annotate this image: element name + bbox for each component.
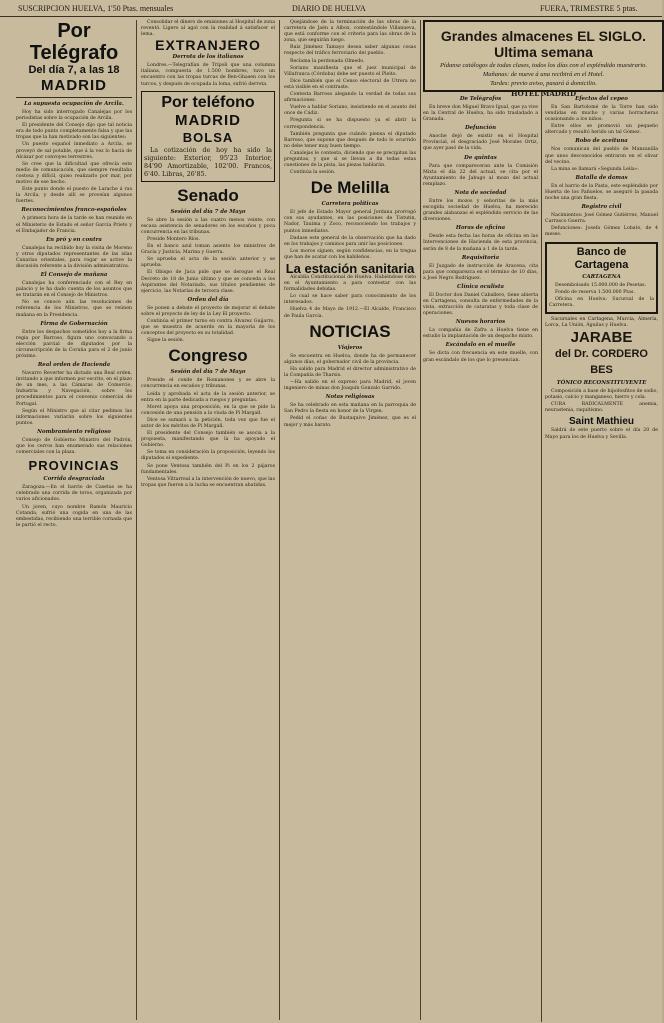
jarabe-title: JARABE: [570, 329, 633, 347]
column-5: Efectos del cepeo En San Bartolomé de la Torre han sido vendidas en mucho y varias borracheras ocasionando a los niños. Entre ellos se promovió un pequeño altercado y resultó herido un tal Gómez. Robo de aceituna Nos comunican del pueblo de Manzanilla que unos desconocidos entraron en el olivar del vecino. La mina se llamará «Segunda Leila». Batalla de damas En el barrio de la Pasta, este espléndido por Huerta de los Pañuelos, se aseguró la pasada noche una gran fiesta. Registro civil Nacimientos: José Gómez Gutiérrez, Manuel Carrasco Guerra. Defunciones: Josefa Gómez Lobato, de 4 meses. Banco de Cartagena CARTAGENA Desembolsado 15.000.000 de Pesetas. Fondo de reserva 1.500.000 Ptas. Oficina en Huelva: Sucursal de la Carretera. Sucursales en Cartagena, Murcia, Almería, Lorca, La Unión, Águilas y Huelva. JARABE del Dr. CORDERO BES TÓNICO RECONSTITUYENTE Composición a base de hipofosfitos de sodio, potasio, calcio y manganeso, hierro y cola. CURA RADICALMENTE anemia, neurastenia, raquitismo. Saint Mathieu Saldrá de este puerto sobre el día 20 de Mayo para los de Huelva y Sevilla.: [545, 96, 658, 440]
section-title: PROVINCIAS: [28, 458, 120, 474]
ad-line: Tardes: previo aviso, pasará á domicilio.: [490, 80, 597, 87]
bank-title: Banco de Cartagena: [574, 245, 629, 271]
subheading: Horas de oficina: [455, 225, 506, 232]
bolsa-title: BOLSA: [182, 129, 234, 145]
subheading: Sesión del día 7 de Mayo: [170, 369, 246, 376]
subheading: Efectos del cepeo: [575, 96, 628, 102]
department-store-ad: [423, 20, 664, 98]
subheading: Reconocimientos franco-españoles: [21, 207, 127, 214]
ad-title: Grandes almacenes EL SIGLO. Ultima semana: [440, 28, 647, 60]
section-title: Senado: [177, 185, 239, 205]
ad-line: Pídanse catálogos de todas clases, todos los días con el expléndido muestrario.: [439, 62, 648, 69]
subheading: Orden del día: [187, 296, 229, 303]
section-title: Por teléfono: [161, 93, 255, 111]
subheading: Nuevos horarios: [455, 319, 506, 326]
jarabe-subtitle: del Dr. CORDERO BES: [555, 348, 648, 377]
subheading: La supuesta ocupación de Arcila.: [24, 101, 124, 107]
subscription-outside: FUERA, TRIMESTRE 5 ptas.: [540, 4, 638, 13]
section-title: Por Telégrafo: [29, 20, 119, 64]
subheading: Registro civil: [581, 204, 622, 211]
subheading: Corrida desgraciada: [43, 476, 105, 483]
ship-name: Saint Mathieu: [568, 416, 634, 428]
subscription-local: SUSCRIPCION HUELVA, 1'50 Ptas. mensuales: [18, 4, 174, 13]
subheading: Clínica oculista: [457, 283, 504, 290]
section-title: La estación sanitaria: [285, 261, 415, 276]
subheading: Viajeros: [337, 344, 363, 351]
subheading: El Consejo de mañana: [40, 272, 108, 279]
column-2: Consolidar el dinero de emisiones al Hospital de zona reventó. Ligero al agol con la realidad á satisfacer el lema. EXTRANJERO Derrota de los italianos Londres.—Telegrafían de Trípoli que una columna italiana, compuesta de 1.500 hombres, tuvo un encuentro con las tropas turcas de Ben-Ghasen con los turcos, y después de ocupada la loma, sufrió derrota. Por teléfono MADRID BOLSA La cotización de hoy ha sido la siguiente: Exterior, 95'23 Interior, 84'90 Amortizable, 102'00. Francos, 6'40. Libras, 26'85. Senado Sesión del día 7 de Mayo Se abre la sesión a las cuatro menos veinte, con escasa asistencia de senadores en los escaños y poca concurrencia en las tribunas. Preside Montero Ríos. En el banco azul toman asiento los ministros de Gracia y Justicia, Marina y Guerra. Se aprueba el acta de la sesión anterior y se aprueba. El Obispo de Jaca pide que se derogue el Real Decreto de 18 de Junio último y que se conceda a los Aspirantes del Notariado, sus títulos pendientes de ejercicio, las Notarías de tercera clase. Orden del día Se ponen a debate el proyecto de mejorar el debate sobre el proyecto de ley de la Ley El proyecto. Continúa el primer turno en contra Álvarez Guijarro, que se muestra de acuerdo en la mayoría de los conceptos del proyecto en su totalidad. Sigue la sesión. Congreso Sesión del día 7 de Mayo Preside el conde de Romanones y se abre la concurrencia en escaños y tribunas. Leída y aprobada el acta de la sesión anterior, se entra en la parte dedicada a ruegos y preguntas. Moret apoya una proposición, en la que se pide la concesión de una pensión a la viuda de Pí Margall. Dice se sumará a la petición, toda vez que fue el autor de los méritos de Pí Margall. El presidente del Consejo también se asocia a la propuesta, manifestando que la ha apoyado el Gobierno. Se toma en consideración la proposición, leyendo los diputados el expediente. Se pone Ventosa también del Pi en los 2 pájaros fundamentales. Ventosa Vittarreal a la intervención de nuevo, que las tropas que fueron a la lucha se encuentran abatidas.: [141, 20, 275, 488]
subheading: Sesión del día 7 de Mayo: [170, 208, 246, 215]
section-title: De Melilla: [310, 178, 390, 198]
subheading: Nota de sociedad: [454, 189, 507, 196]
newspaper-name: DIARIO DE HUELVA: [292, 4, 366, 13]
subheading: Requisitoria: [461, 254, 500, 261]
subheading: Robo de aceituna: [575, 138, 628, 145]
city-title: MADRID: [41, 77, 107, 94]
ad-hotel: HOTEL MADRID: [510, 89, 577, 98]
section-title: NOTICIAS: [309, 321, 391, 341]
bank-ad: Banco de Cartagena CARTAGENA Desembolsado 15.000.000 de Pesetas. Fondo de reserva 1.500.000 Ptas. Oficina en Huelva: Sucursal de la Carretera.: [545, 242, 658, 314]
dateline: Del día 7, a las 18: [28, 64, 120, 76]
bolsa-quotes: La cotización de hoy ha sido la siguiente: Exterior, 95'23 Interior, 84'90 Amortizable, 102'00. Francos, 6'40. Libras, 26'85.: [144, 145, 272, 178]
ad-line: Mañanas: de nueve á una recibirá en el Hotel.: [482, 71, 605, 78]
subheading: Notas religiosas: [325, 394, 375, 401]
city-title: MADRID: [175, 111, 241, 129]
subheading: En pró y en contra: [46, 236, 102, 243]
masthead-bar: [0, 0, 662, 17]
subheading: Escándalo en el muelle: [445, 342, 516, 349]
subheading: De Telégrafos: [459, 96, 502, 102]
subheading: Firma de Gobernación: [40, 320, 108, 327]
column-1: Por Telégrafo Del día 7, a las 18 MADRID La supuesta ocupación de Arcila. Hoy ha sido interrogado Canalejas por los periodistas sobre la ocupación de Arcila. El presidente del Consejo dijo que tal noticia era de todo punto completamente falsa y que las tropas que la han motivado son las siguientes: Un puesto español inmediato a Arcila, se proveyó de sal potable, que á la vez lo hacía de Alcázar por convoyes terrestres. Se cree que la dificultad que ofrecía este medio de comunicación, que siempre resultaba costosa y difícil, quiso realizarlo por mar, por motivo de ese hecho. Este punto donde el puesto de Larache á ras la Arcila, y desde allí se proveían algunos fuertes. Reconocimientos franco-españoles A primera hora de la tarde se han reunido en el Ministerio de Estado el señor García Prieto y el Embajador de Francia. En pró y en contra Canalejas ha recibido hoy la visita de Moreno y otros diputados representantes de las islas Canarias orientales, para rogar se active la discusión referente a la división administrativa. El Consejo de mañana Canalejas ha conferenciado con el Rey en palacio y le ha dado cuenta de los asuntos que se tratarán en el Consejo de Ministros. No se conoce aún las resoluciones de referencia de los Ministros, que se reúnen mañana en la Presidencia. Firma de Gobernación Entre los despachos sometidos hoy a la firma regia por Barroso, figura uno convocando a elección parcial de diputados por la circunscripción de la Coruña para el 2 de junio próximo. Real orden de Hacienda Navarro Reverter ha dictado una Real orden, invitando a que informen por escrito, en el plazo de un mes, a las Cámaras de Comercio, Industria y Navegación, sobre los procedimientos para el convenio comercial de Portugal. Según el Ministro que al citar pedimos las informaciones variarán sobre los siguientes puntos. Nombramiento religioso Consejo de Gobierno Ministro del Padrón, que los cerros han enumerado sus relaciones comerciales con la plaza. PROVINCIAS Corrida desgraciada Zaragoza.—En el barrio de Casetas se ha celebrado una corrida de toros, organizada por varios aficionados. Un joven, cuyo nombre Ramón Mauricio Cotanda, sufrió una cogida en una de las embestidas, recibiendo una terrible cornada que le partió el recto.: [16, 20, 133, 528]
subheading: Derrota de los italianos: [172, 54, 244, 61]
section-title: Congreso: [168, 346, 248, 366]
column-4: De Telégrafos En breve don Miguel Bravo Igual, que ya vive en la Central de Huelva, ha sido trasladado a Granada. Defunción Anoche dejó de existir en el Hospital Provincial, el desgraciado José Morales Ortiz, que ayer pasó de la vida. De quintas Para que compareceran ante la Comisión Mixta el día 22 del actual, se cita por el Ayuntamiento de Jabugo al mozo del actual remplazo. Nota de sociedad Entre los mozos y señoritas de la más escogida sociedad de Huelva, ha merecido grandes alabanzas el espléndido servicio de las diversiones. Horas de oficina Desde esta fecha las horas de oficina en las Intervenciones de Hacienda de esta provincia, serán de 8 de la mañana a 1 de la tarde. Requisitoria El Juzgado de instrucción de Aracena, cita para que comparezca en el término de 10 días, a José Negro Rodríguez. Clínica oculista El Doctor don Daniel Caballero, tiene abierta en Cartagena, consulta de enfermedades de la vista, extracción de cataratas y toda clase de operaciones. Nuevos horarios La compañía de Zafra a Huelva tiene en estudio la implantación de un despacho mixto. Escándalo en el muelle Se dicta con frecuencia en este muelle, con gran escándalo de los que lo presencian.: [423, 96, 538, 363]
column-3: Quejándose de la terminación de las obras de la carretera de Jaén a Albox, contestándole Villanueva, que está conforme con el criterio para las obras de la zona, que seguirán luego. Ruiz Jiménez Tamayo desea saber algunas cosas respecto del tráfico ferroviario del pueblo. Reclama la perdonada Olmedo. Soriano manifiesta que el juez municipal de Villafranca (Córdoba) debe ser puesto el Pleito. Dice también que el Censo electoral de Utrera no está visible en el contraste. Contesta Barroso alegando la verdad de todas sus afirmaciones. Vuelve a hablar Soriano, insistiendo en el asunto del once de Cádiz. Pregunta si se ha dispuesto ya el abrir la correspondencia. También pregunta que cuándo piensa el diputado Barroso, que supone que después de todo lo ocurrido no debe tener muy buen tiempo. Canalejas le contesta, diciendo que se precipitan las preguntas, y que si se llevan a fin todas estas cuestiones de la pista, las piezas hablarán. Contínúa la sesión. De Melilla Carretera políticas El jefe de Estado Mayor general Jordana prorrogó con sus ayudantes, en las posiciones de Tistutin, Nador, Tauima y Zoco, reconociendo los trabajos y puntos inmediatos. Dadase este general de la observación que ha dado en los trabajos y caminos para unir las posiciones. Los moros siguen, según confidencias, en la tregua que han de acatar con los kabileños. La estación sanitaria Alcaldía Constitucional de Huelva. Habiéndose visto en el Ayuntamiento a para contestar con las formalidades debidas. Lo cual se hace saber para conocimiento de los interesados. Huelva 4 de Mayo de 1912.—El Alcalde, Francisco de Paula García. NOTICIAS Viajeros Se encuentra en Huelva, donde ha de permanecer algunos días, el gobernador civil de la provincia. Ha salido para Madrid el director administrativo de la Compañía de Tharsis. —Ha salido en el expreso para Madrid, el joven ingeniero de minas don Joaquín Gonzalo Garrido. Notas religiosas Se ha celebrado en esta mañana en la parroquia de San Pedro la fiesta en honor de la Virgen. Pedid el coñac de Bustaquivo Jiménez, que es el mejor y más barato.: [284, 20, 416, 428]
jarabe-desc: TÓNICO RECONSTITUYENTE: [556, 380, 647, 387]
subheading: Defunción: [464, 125, 497, 132]
subheading: Carretera políticas: [321, 201, 379, 208]
subheading: Batalla de damas: [575, 174, 628, 181]
subheading: De quintas: [464, 154, 497, 161]
bank-subtitle: CARTAGENA: [582, 273, 621, 280]
telephone-box: [141, 91, 275, 182]
subheading: Nombramiento religioso: [37, 428, 111, 435]
subheading: Real orden de Hacienda: [37, 362, 111, 369]
section-title: EXTRANJERO: [155, 37, 261, 54]
